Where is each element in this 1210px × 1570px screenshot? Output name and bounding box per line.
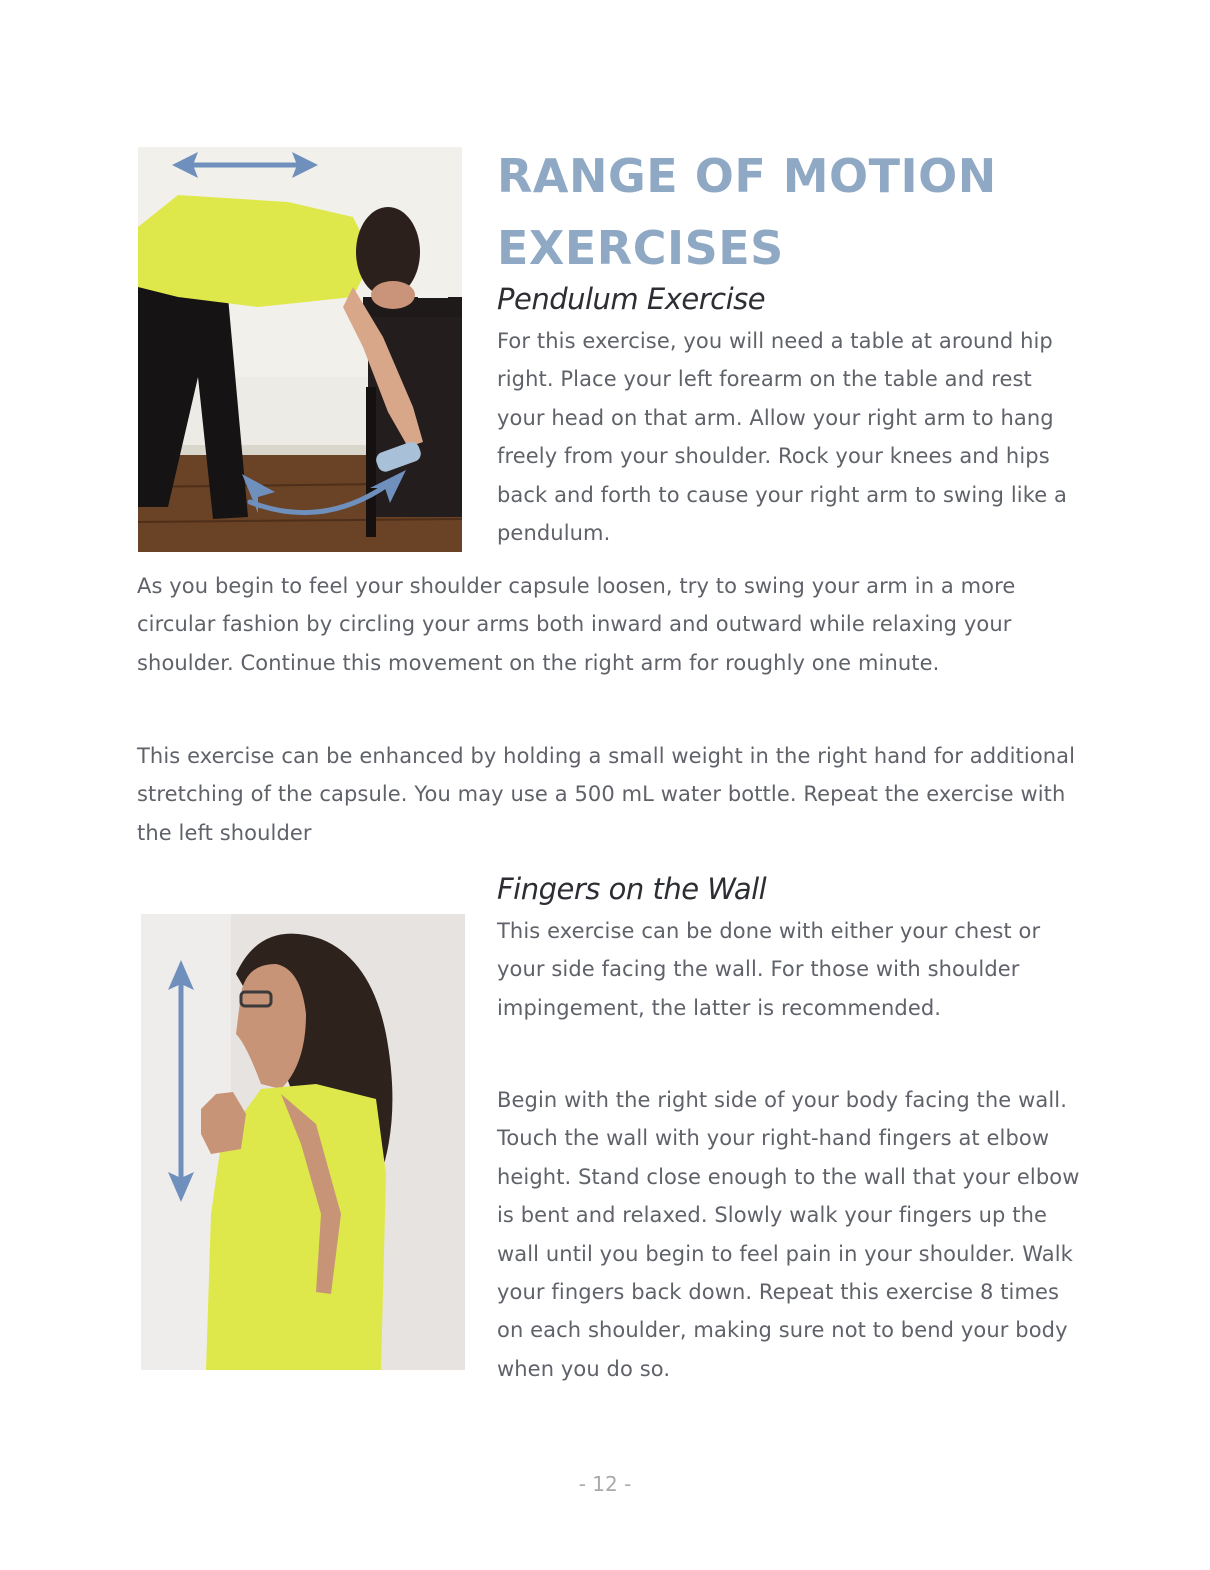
page-number: - 12 -	[578, 1472, 632, 1496]
pendulum-paragraph-2: As you begin to feel your shoulder capsule loosen, try to swing your arm in a more circular fashion by circling your arms both inward and outward while relaxing your shoulder. Continue this movement on the right arm for roughly one minute.	[137, 574, 1016, 675]
pendulum-exercise-photo	[138, 147, 462, 552]
pendulum-paragraph-1: For this exercise, you will need a table at around hip right. Place your left forearm on the table and rest your head on that arm. Allow your right arm to hang freely from your shoulder. Rock your knees and hips back and forth to cause your right arm to swing like a pendulum.	[497, 329, 1068, 546]
pendulum-exercise-heading: Pendulum Exercise	[497, 282, 766, 316]
fingers-on-wall-photo	[141, 914, 465, 1370]
pendulum-paragraph-3: This exercise can be enhanced by holding a small weight in the right hand for additional stretching of the capsule. You may use a 500 mL water bottle. Repeat the exercise with the left shoulder	[137, 744, 1076, 845]
wall-paragraph-2: Begin with the right side of your body facing the wall. Touch the wall with your right-hand fingers at elbow height. Stand close enough to the wall that your elbow is bent and relaxed. Slowly walk your fingers up the wall until you begin to feel pain in your shoulder. Walk your fingers back down. Repeat this exercise 8 times on each shoulder, making sure not to bend your body when you do so.	[497, 1088, 1080, 1381]
wall-paragraph-1: This exercise can be done with either your chest or your side facing the wall. For those with shoulder impingement, the latter is recommended.	[497, 919, 1041, 1020]
page-title: RANGE OF MOTION EXERCISES	[497, 149, 997, 275]
fingers-on-wall-heading: Fingers on the Wall	[497, 872, 767, 906]
